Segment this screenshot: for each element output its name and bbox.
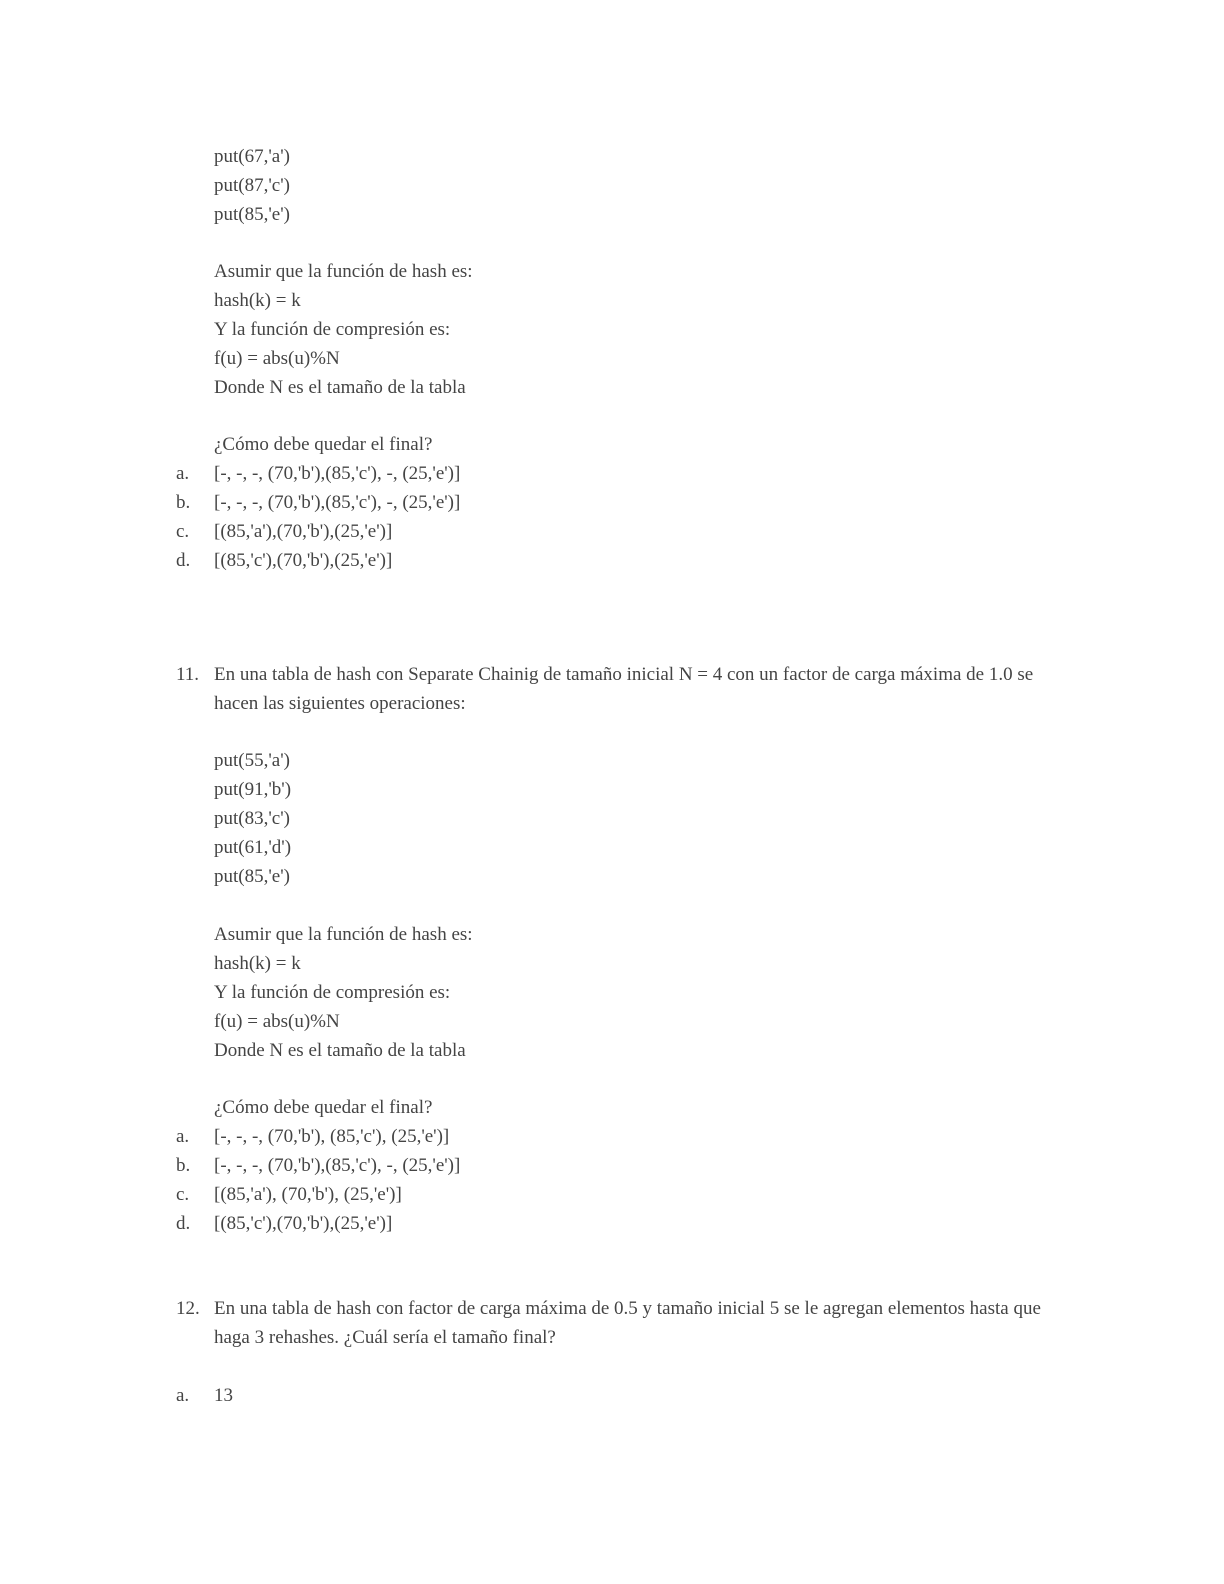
option-letter: c. — [176, 1184, 190, 1205]
option-letter: a. — [176, 1385, 190, 1406]
description-line: Donde N es el tamaño de la tabla — [214, 1040, 466, 1061]
option-text: [(85,'a'),(70,'b'),(25,'e')] — [214, 521, 393, 542]
option-text: [(85,'a'), (70,'b'), (25,'e')] — [214, 1184, 402, 1205]
hash-description — [214, 257, 1074, 402]
answer-option-b — [176, 1151, 1076, 1180]
answer-option-a — [176, 459, 1076, 488]
option-letter: a. — [176, 463, 190, 484]
operation-line: put(91,'b') — [214, 779, 292, 800]
answer-option-d — [176, 546, 1076, 575]
option-text: [-, -, -, (70,'b'),(85,'c'), -, (25,'e')] — [214, 492, 461, 513]
option-letter: b. — [176, 1155, 191, 1176]
question-line: ¿Cómo debe quedar el final? — [214, 434, 433, 455]
option-letter: c. — [176, 521, 190, 542]
description-line: Asumir que la función de hash es: — [214, 924, 473, 945]
question-11 — [176, 660, 1066, 718]
operation-line: put(85,'e') — [214, 866, 290, 887]
operation-line: put(85,'e') — [214, 204, 290, 225]
description-line: Y la función de compresión es: — [214, 319, 451, 340]
description-line: f(u) = abs(u)%N — [214, 348, 340, 369]
option-text: [-, -, -, (70,'b'), (85,'c'), (25,'e')] — [214, 1126, 450, 1147]
answer-option-a — [176, 1122, 1076, 1151]
question-prompt — [214, 1093, 1074, 1122]
question-12 — [176, 1294, 1066, 1352]
description-line: hash(k) = k — [214, 953, 301, 974]
answer-option-b — [176, 488, 1076, 517]
option-text: [(85,'c'),(70,'b'),(25,'e')] — [214, 550, 393, 571]
operation-line: put(61,'d') — [214, 837, 292, 858]
question-number: 11. — [176, 664, 200, 685]
option-text: [-, -, -, (70,'b'),(85,'c'), -, (25,'e')] — [214, 463, 461, 484]
option-text: 13 — [214, 1385, 233, 1406]
operation-line: put(55,'a') — [214, 750, 290, 771]
option-letter: d. — [176, 550, 191, 571]
question-text: En una tabla de hash con Separate Chainig de tamaño inicial N = 4 con un factor de carga máxima de 1.0 se hacen las siguientes operaciones: — [214, 664, 1034, 714]
question-number: 12. — [176, 1298, 200, 1319]
option-letter: d. — [176, 1213, 191, 1234]
operation-line: put(67,'a') — [214, 146, 290, 167]
answer-options — [176, 1122, 1076, 1238]
hash-description — [214, 920, 1074, 1065]
answer-option-c — [176, 1180, 1076, 1209]
answer-options — [176, 1381, 1076, 1410]
answer-option-a — [176, 1381, 1076, 1410]
description-line: f(u) = abs(u)%N — [214, 1011, 340, 1032]
question-text: En una tabla de hash con factor de carga máxima de 0.5 y tamaño inicial 5 se le agregan elementos hasta que haga 3 rehashes. ¿Cuál sería el tamaño final? — [214, 1298, 1041, 1348]
answer-option-c — [176, 517, 1076, 546]
operations-list — [214, 746, 1074, 891]
description-line: Asumir que la función de hash es: — [214, 261, 473, 282]
question-line: ¿Cómo debe quedar el final? — [214, 1097, 433, 1118]
option-letter: b. — [176, 492, 191, 513]
operations-list — [214, 142, 1074, 229]
option-text: [-, -, -, (70,'b'),(85,'c'), -, (25,'e')] — [214, 1155, 461, 1176]
operation-line: put(83,'c') — [214, 808, 290, 829]
description-line: Donde N es el tamaño de la tabla — [214, 377, 466, 398]
question-prompt — [214, 430, 1074, 459]
option-text: [(85,'c'),(70,'b'),(25,'e')] — [214, 1213, 393, 1234]
description-line: hash(k) = k — [214, 290, 301, 311]
answer-options — [176, 459, 1076, 575]
description-line: Y la función de compresión es: — [214, 982, 451, 1003]
operation-line: put(87,'c') — [214, 175, 290, 196]
answer-option-d — [176, 1209, 1076, 1238]
option-letter: a. — [176, 1126, 190, 1147]
